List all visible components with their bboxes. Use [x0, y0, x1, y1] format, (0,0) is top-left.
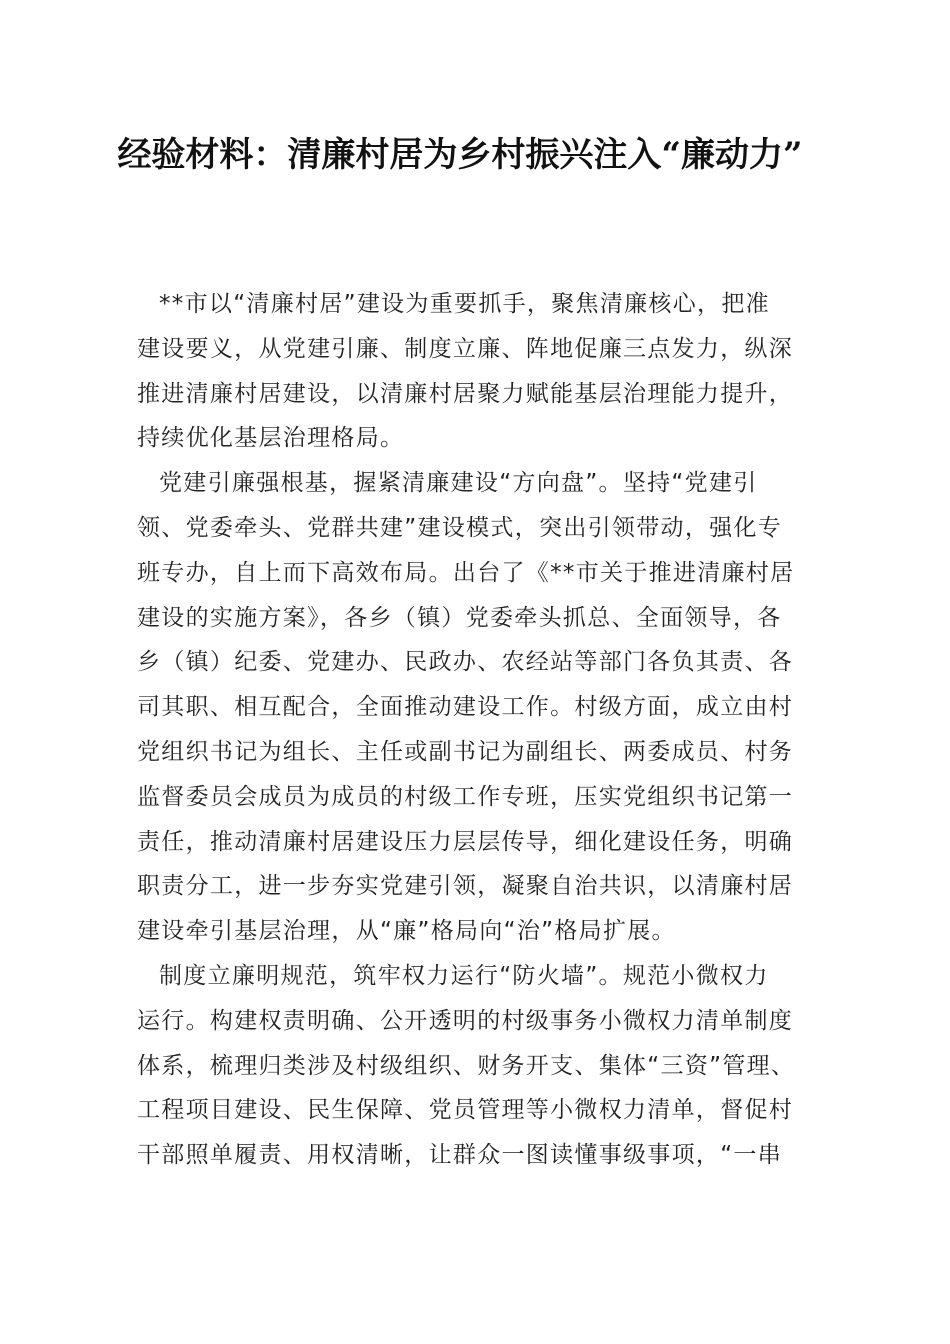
paragraph-institution — [137, 954, 837, 1178]
paragraph-line: 干部照单履责、用权清晰，让群众一图读懂事级事项，“一串 — [137, 1142, 783, 1169]
paragraph-line: 司其职、相互配合，全面推动建设工作。村级方面，成立由村 — [137, 694, 794, 721]
paragraph-line: 工程项目建设、民生保障、党员管理等小微权力清单，督促村 — [137, 1097, 794, 1124]
paragraph-line: 体系，梳理归类涉及村级组织、财务开支、集体“三资”管理、 — [137, 1052, 796, 1079]
paragraph-line: 党组织书记为组长、主任或副书记为副组长、两委成员、村务 — [137, 738, 794, 765]
paragraph-line: 班专办，自上而下高效布局。出台了《**市关于推进清廉村居 — [137, 559, 795, 586]
paragraph-line: **市以“清廉村居”建设为重要抓手，聚焦清廉核心，把准 — [159, 291, 770, 317]
paragraph-line: 职责分工，进一步夯实党建引领，凝聚自治共识，以清廉村居 — [137, 873, 794, 900]
paragraph-line: 乡（镇）纪委、党建办、民政办、农经站等部门各负其责、各 — [137, 649, 794, 676]
paragraph-line: 建设牵引基层治理，从“廉”格局向“治”格局扩展。 — [137, 918, 676, 945]
paragraph-line: 监督委员会成员为成员的村级工作专班，压实党组织书记第一 — [137, 783, 794, 810]
paragraph-line: 领、党委牵头、党群共建”建设模式，突出引领带动，强化专 — [137, 514, 783, 541]
paragraph-line: 建设的实施方案》，各乡（镇）党委牵头抓总、全面领导，各 — [137, 604, 782, 631]
document-body — [137, 282, 837, 1178]
paragraph-line: 建设要义，从党建引廉、制度立廉、阵地促廉三点发力，纵深 — [137, 335, 794, 362]
paragraph-line: 运行。构建权责明确、公开透明的村级事务小微权力清单制度 — [137, 1007, 794, 1034]
paragraph-party-building — [137, 461, 837, 954]
paragraph-line: 责任，推动清廉村居建设压力层层传导，细化建设任务，明确 — [137, 828, 794, 855]
paragraph-line: 制度立廉明规范，筑牢权力运行“防火墙”。规范小微权力 — [159, 962, 769, 989]
paragraph-intro — [137, 282, 837, 461]
paragraph-line: 持续优化基层治理格局。 — [137, 425, 405, 452]
paragraph-line: 推进清廉村居建设，以清廉村居聚力赋能基层治理能力提升， — [137, 380, 794, 407]
paragraph-line: 党建引廉强根基，握紧清廉建设“方向盘”。坚持“党建引 — [159, 470, 758, 497]
document-title: 经验材料：清廉村居为乡村振兴注入“廉动力” — [117, 135, 803, 175]
